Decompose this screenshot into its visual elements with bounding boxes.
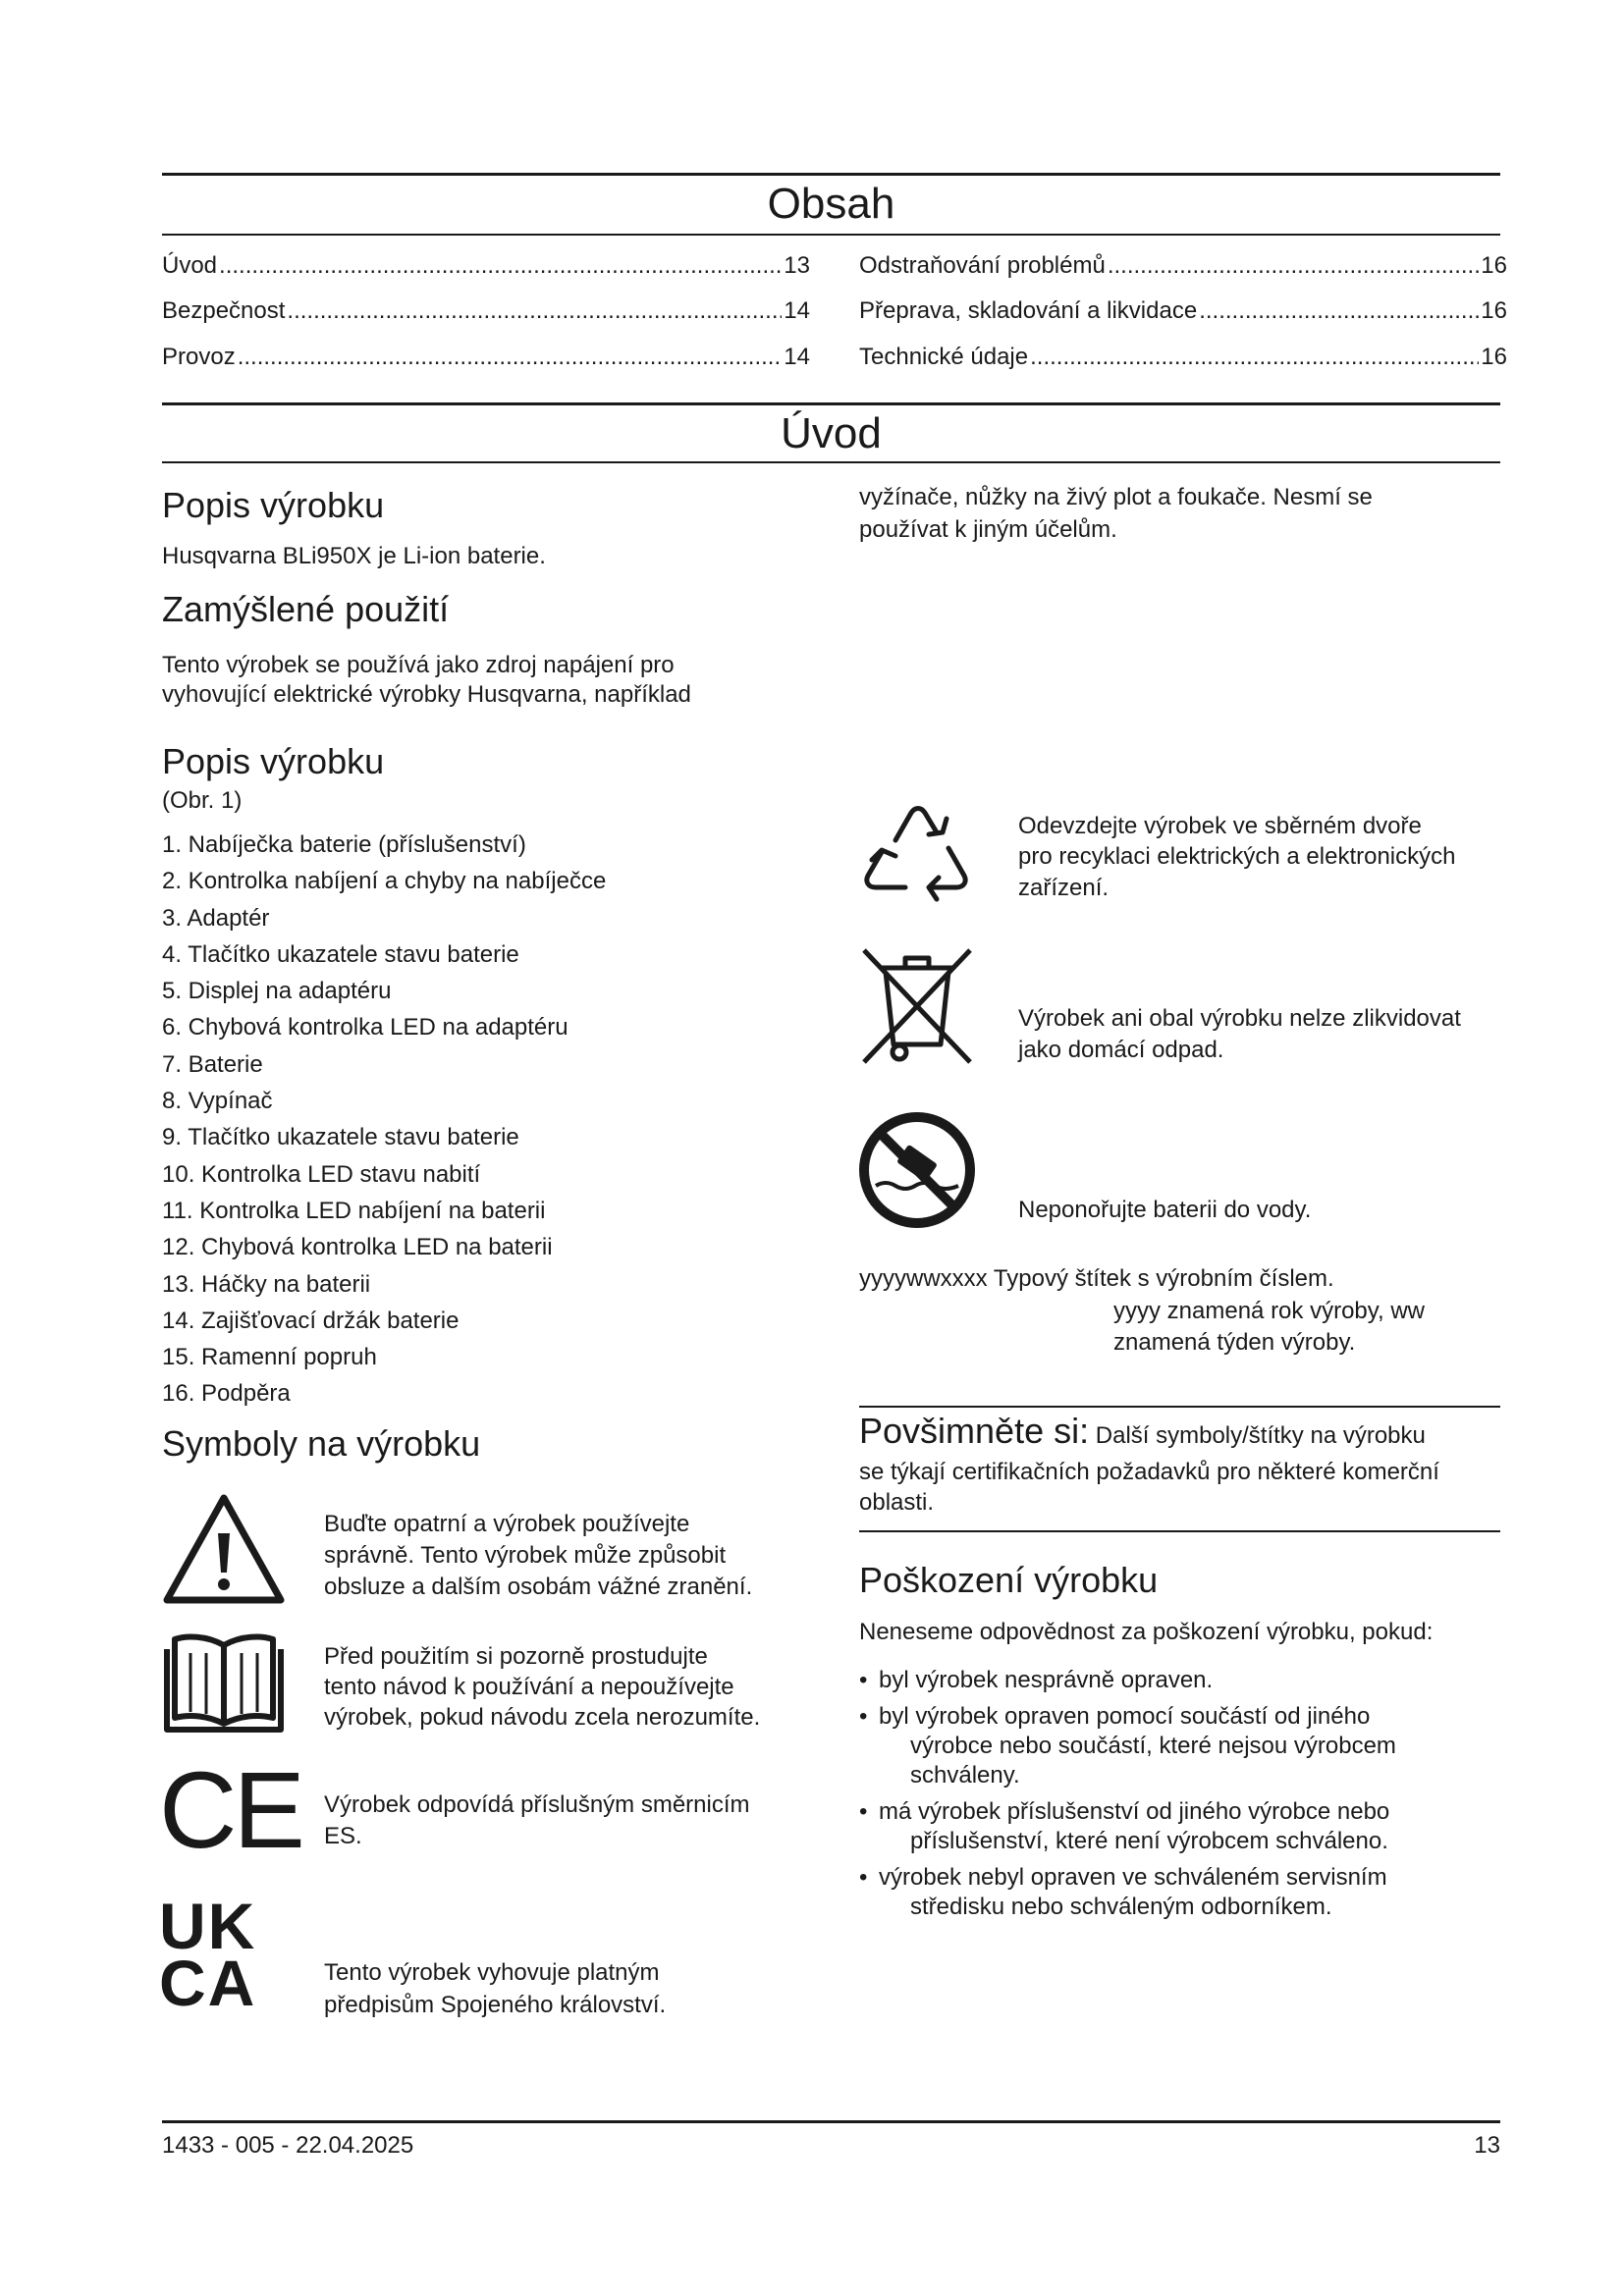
toc-entry-technical-data[interactable]: Technické údaje ..... 16 [859,344,1507,371]
serial-text: Typový štítek s výrobním číslem. [993,1265,1334,1292]
manual-text-2: tento návod k používání a nepoužívejte [324,1674,734,1700]
bin-text-2: jako domácí odpad. [1018,1037,1224,1063]
toc-entry-transport[interactable]: Přeprava, skladování a likvidace ..... 16 [859,297,1507,325]
ce-text-2: ES. [324,1823,362,1849]
list-item: 2. Kontrolka nabíjení a chyby na nabíječce [162,868,607,895]
crossed-bin-icon [856,942,978,1066]
toc-page: 16 [1481,252,1507,279]
intended-use-text-4: používat k jiným účelům. [859,516,1117,543]
toc-entry-troubleshooting[interactable]: Odstraňování problémů ..... 16 [859,252,1507,280]
toc-top-rule [162,173,1500,176]
ce-mark-icon: CE [159,1750,301,1871]
note-line-1 [859,1411,1426,1452]
toc-entry-intro[interactable]: Úvod ..... 13 [162,252,810,280]
parts-list [162,827,606,1413]
doc-id: 1433 - 005 - 22.04.2025 [162,2132,414,2159]
note-text-3: oblasti. [859,1489,935,1516]
recycle-text-3: zařízení. [1018,875,1110,901]
list-item: • má výrobek příslušenství od jiného výrobce nebo příslušenství, které není výrobcem schváleno. [859,1798,1390,1854]
ce-text-1: Výrobek odpovídá příslušným směrnicím [324,1791,750,1818]
list-item: 16. Podpěra [162,1380,291,1408]
toc-title: Obsah [767,180,895,228]
list-item: 8. Vypínač [162,1088,273,1115]
product-heading: Popis výrobku [162,485,385,525]
intro-title: Úvod [781,409,882,457]
ukca-mark-icon [159,1890,297,2019]
list-item: 6. Chybová kontrolka LED na adaptéru [162,1014,568,1041]
note-top-rule [859,1406,1500,1408]
ukca-line-1: UK [159,1890,257,1962]
list-item: 1. Nabíječka baterie (příslušenství) [162,831,526,858]
list-item: 7. Baterie [162,1050,263,1078]
list-item: 14. Zajišťovací držák baterie [162,1307,460,1334]
toc-entry-operation[interactable]: Provoz ..... 14 [162,344,810,371]
serial-line [859,1263,1334,1295]
warning-text-2: správně. Tento výrobek může způsobit [324,1542,727,1569]
list-item: • byl výrobek opraven pomocí součástí od jiného výrobce nebo součástí, které nejsou výrobcem schváleny. [859,1703,1396,1789]
bin-text-1: Výrobek ani obal výrobku nelze zlikvidovat [1018,1005,1461,1032]
manual-text-1: Před použitím si pozorně prostudujte [324,1643,708,1670]
recycle-text-2: pro recyklaci elektrických a elektronických [1018,843,1456,870]
damage-heading: Poškození výrobku [859,1560,1159,1600]
list-item: 5. Displej na adaptéru [162,978,392,1005]
list-item: 13. Háčky na baterii [162,1270,371,1298]
intro-top-rule [162,402,1500,405]
list-item: • výrobek nebyl opraven ve schváleném servisním středisku nebo schváleným odborníkem. [859,1864,1387,1920]
description-heading: Popis výrobku [162,741,385,781]
warning-triangle-icon [161,1492,287,1606]
read-manual-icon [161,1628,287,1735]
note-label: Povšimněte si: [859,1411,1090,1451]
toc-page: 14 [784,344,810,370]
list-item: 12. Chybová kontrolka LED na baterii [162,1234,553,1261]
toc-page: 14 [784,297,810,324]
toc-page: 16 [1481,297,1507,324]
recycle-icon [856,795,974,911]
manual-text-3: výrobek, pokud návodu zcela nerozumíte. [324,1704,761,1731]
toc-page: 16 [1481,344,1507,370]
list-item: 11. Kontrolka LED nabíjení na baterii [162,1197,546,1224]
intended-use-text-2: vyhovující elektrické výrobky Husqvarna, například [162,681,691,708]
warning-text-3: obsluze a dalším osobám vážné zranění. [324,1574,753,1600]
toc-page: 13 [784,252,810,279]
serial-detail-1: yyyy znamená rok výroby, ww [1113,1298,1425,1324]
list-item: 15. Ramenní popruh [162,1344,377,1371]
note-bottom-rule [859,1530,1500,1532]
recycle-text-1: Odevzdejte výrobek ve sběrném dvoře [1018,813,1422,839]
intended-use-heading: Zamýšlené použití [162,589,450,629]
warning-text-1: Buďte opatrní a výrobek používejte [324,1511,690,1537]
serial-code: yyyywwxxxx [859,1265,988,1292]
toc-entry-safety[interactable]: Bezpečnost ..... 14 [162,297,810,325]
list-item: 10. Kontrolka LED stavu nabití [162,1160,481,1188]
list-item: 3. Adaptér [162,904,270,932]
toc-title-rule [162,234,1500,236]
no-water-icon [856,1109,978,1231]
ukca-text-2: předpisům Spojeného království. [324,1992,667,2018]
ukca-line-2: CA [159,1947,257,2019]
ukca-text-1: Tento výrobek vyhovuje platným [324,1959,660,1986]
note-text-1: Další symboly/štítky na výrobku [1095,1422,1426,1449]
note-text-2: se týkají certifikačních požadavků pro některé komerční [859,1459,1439,1485]
intended-use-text-3: vyžínače, nůžky na živý plot a foukače. Nesmí se [859,484,1373,510]
water-text: Neponořujte baterii do vody. [1018,1197,1312,1223]
list-item: • byl výrobek nesprávně opraven. [859,1667,1214,1693]
figure-reference: (Obr. 1) [162,787,243,814]
intended-use-text-1: Tento výrobek se používá jako zdroj napájení pro [162,652,675,678]
footer-rule [162,2120,1500,2123]
damage-intro: Neneseme odpovědnost za poškození výrobku, pokud: [859,1619,1434,1645]
page-number: 13 [1474,2132,1500,2159]
serial-detail-2: znamená týden výroby. [1113,1329,1356,1356]
symbols-heading: Symboly na výrobku [162,1423,481,1464]
list-item: 4. Tlačítko ukazatele stavu baterie [162,940,519,968]
list-item: 9. Tlačítko ukazatele stavu baterie [162,1124,519,1151]
intro-title-rule [162,461,1500,463]
product-text: Husqvarna BLi950X je Li-ion baterie. [162,543,546,569]
damage-list [859,1666,1507,1929]
